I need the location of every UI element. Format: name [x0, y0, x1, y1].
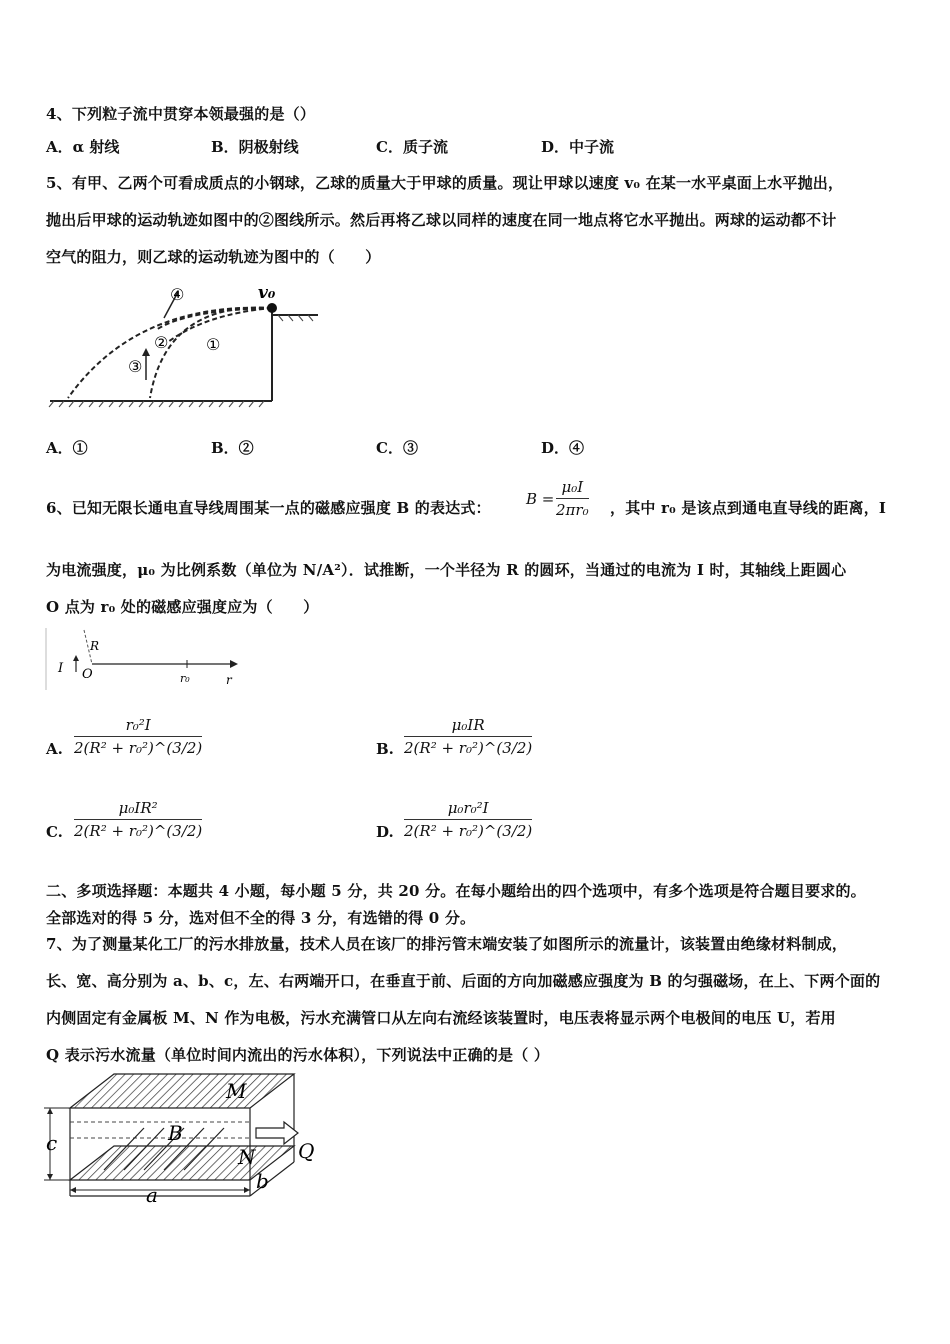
q4-stem: 4、下列粒子流中贯穿本领最强的是（） — [46, 105, 316, 123]
q6-line-3: O 点为 r₀ 处的磁感应强度应为（ ） — [46, 598, 319, 616]
circled-3-label: ③ — [128, 357, 143, 376]
field-b-label: B — [168, 1121, 183, 1145]
q6-line-1b: ，其中 r₀ 是该点到通电直导线的距离，I — [610, 499, 887, 517]
q6-option-d-numerator: μ₀r₀²I — [447, 799, 489, 817]
q6-option-d-letter: D. — [376, 823, 394, 841]
width-b-label: b — [256, 1169, 269, 1193]
q6-line-1a: 6、已知无限长通电直导线周围某一点的磁感应强度 B 的表达式： — [46, 499, 491, 517]
q4-option-c: C．质子流 — [376, 138, 448, 156]
q6-formula-lhs: B = — [526, 490, 555, 508]
ring-current-label: I — [58, 661, 64, 676]
q4-option-b: B．阴极射线 — [211, 138, 299, 156]
q6-option-a-numerator: r₀²I — [125, 716, 151, 734]
q6-formula-numerator: μ₀I — [561, 478, 584, 496]
flowmeter-figure — [44, 1070, 334, 1210]
q6-formula — [526, 478, 589, 519]
section2-line-2: 全部选对的得 5 分，选对但不全的得 3 分，有选错的得 0 分。 — [46, 909, 476, 927]
height-c-label: c — [46, 1131, 58, 1155]
section2-line-1: 二、多项选择题：本题共 4 小题，每小题 5 分，共 20 分。在每小题给出的四个选项中，有多个选项是符合题目要求的。 — [46, 882, 866, 900]
q6-option-d-fraction — [404, 799, 532, 840]
q5-option-b: B．② — [211, 439, 254, 457]
q6-option-c-denominator: 2(R² + r₀²)^(3/2) — [74, 819, 202, 840]
q6-option-a-letter: A. — [46, 740, 63, 758]
ring-r0-label: r₀ — [180, 672, 190, 685]
q7-line-1: 7、为了测量某化工厂的污水排放量，技术人员在该厂的排污管末端安装了如图所示的流量计，该装置由绝缘材料制成， — [46, 935, 848, 953]
q7-line-2: 长、宽、高分别为 a、b、c，左、右两端开口，在垂直于前、后面的方向加磁感应强度为 B 的匀强磁场，在上、下两个面的 — [46, 972, 881, 990]
q4-option-d: D．中子流 — [541, 138, 615, 156]
q6-option-b-fraction — [404, 716, 532, 757]
q7-line-3: 内侧固定有金属板 M、N 作为电极，污水充满管口从左向右流经该装置时，电压表将显示两个电极间的电压 U，若用 — [46, 1009, 836, 1027]
q5-line-1: 5、有甲、乙两个可看成质点的小钢球，乙球的质量大于甲球的质量。现让甲球以速度 v₀ 在某一水平桌面上水平抛出， — [46, 174, 844, 192]
flow-q-label: Q — [298, 1139, 315, 1163]
q6-option-c-letter: C. — [46, 823, 63, 841]
q6-option-b-numerator: μ₀IR — [451, 716, 485, 734]
q6-option-d-denominator: 2(R² + r₀²)^(3/2) — [404, 819, 532, 840]
q6-option-c-fraction — [74, 799, 202, 840]
circled-2-label: ② — [154, 333, 169, 352]
q7-line-4: Q 表示污水流量（单位时间内流出的污水体积），下列说法中正确的是（ ） — [46, 1046, 550, 1064]
q6-formula-denominator: 2πr₀ — [556, 498, 589, 519]
plate-m-label: M — [226, 1079, 247, 1103]
v0-label: v₀ — [258, 283, 276, 303]
ring-center-label: O — [82, 667, 93, 682]
q5-option-a: A．① — [46, 439, 88, 457]
length-a-label: a — [146, 1183, 158, 1207]
circled-4-label: ④ — [170, 285, 185, 304]
plate-n-label: N — [238, 1145, 256, 1169]
q6-option-a-fraction — [74, 716, 202, 757]
ring-axis-figure — [44, 626, 244, 696]
q5-option-c: C．③ — [376, 439, 418, 457]
ring-radius-label: R — [90, 639, 100, 653]
q4-option-a: A．α 射线 — [46, 138, 120, 156]
q6-option-c-numerator: μ₀IR² — [118, 799, 158, 817]
q6-option-a-denominator: 2(R² + r₀²)^(3/2) — [74, 736, 202, 757]
projectile-figure — [46, 280, 326, 410]
circled-1-label: ① — [206, 335, 221, 354]
q6-option-b-letter: B. — [376, 740, 394, 758]
ring-r-axis-label: r — [226, 673, 232, 687]
q5-option-d: D．④ — [541, 439, 585, 457]
q5-line-3: 空气的阻力，则乙球的运动轨迹为图中的（ ） — [46, 248, 381, 266]
q6-line-2: 为电流强度，μ₀ 为比例系数（单位为 N/A²）．试推断，一个半径为 R 的圆环，当通过的电流为 I 时，其轴线上距圆心 — [46, 561, 847, 579]
q5-line-2: 抛出后甲球的运动轨迹如图中的②图线所示。然后再将乙球以同样的速度在同一地点将它水平抛出。两球的运动都不计 — [46, 211, 837, 229]
q6-option-b-denominator: 2(R² + r₀²)^(3/2) — [404, 736, 532, 757]
